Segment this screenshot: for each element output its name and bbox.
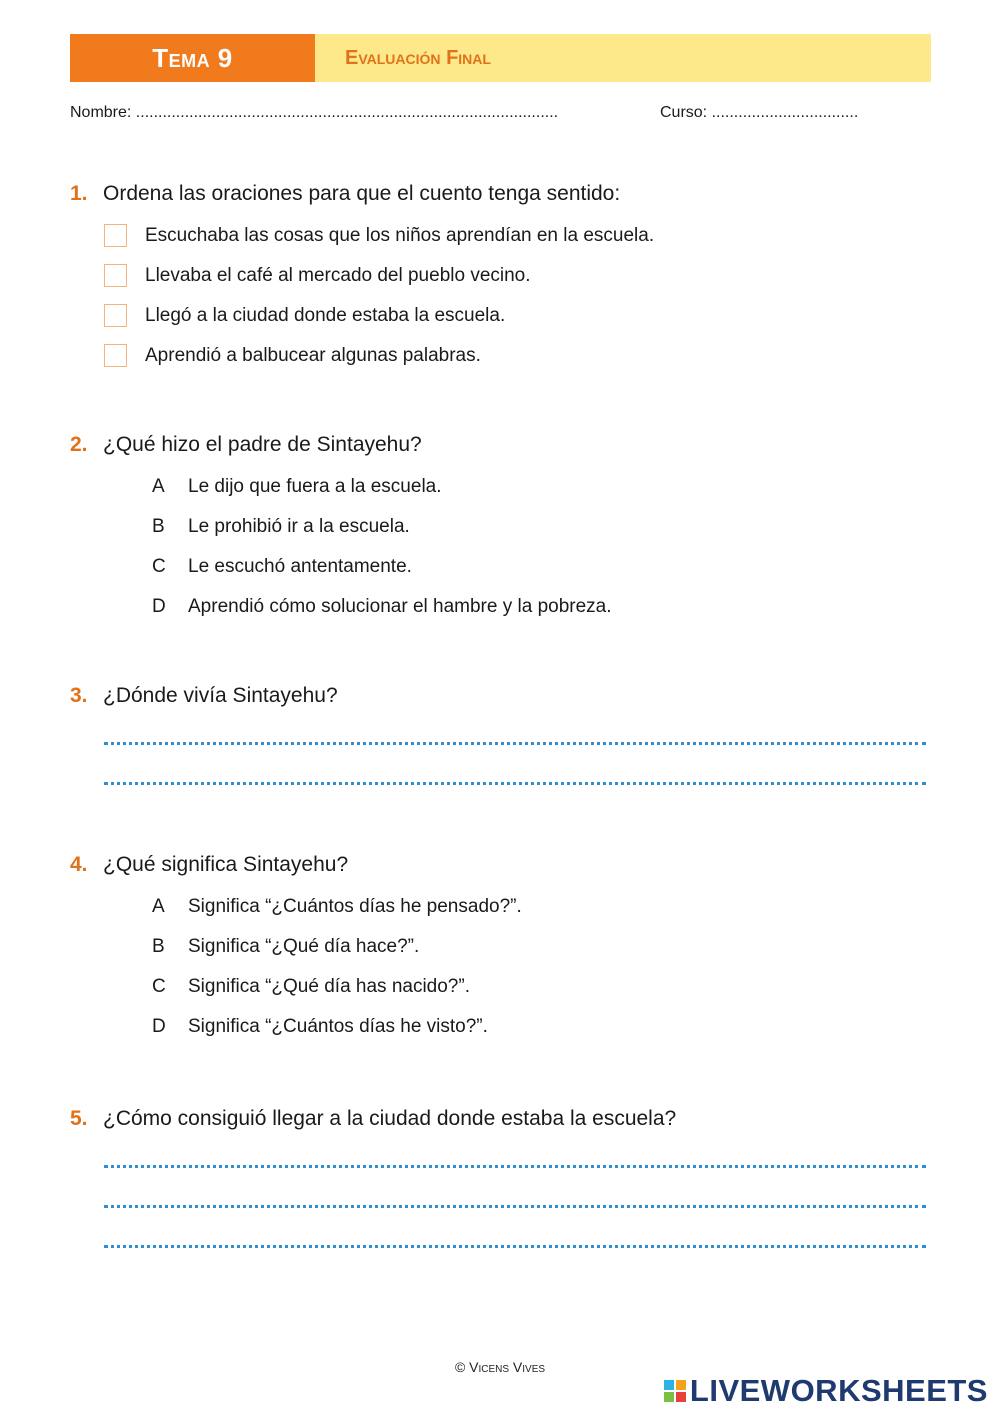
- order-checkbox[interactable]: [104, 304, 127, 327]
- question-text: Ordena las oraciones para que el cuento tenga sentido:: [103, 182, 621, 205]
- answer-line[interactable]: [104, 782, 926, 785]
- order-item-text: Llegó a la ciudad donde estaba la escuela.: [145, 304, 506, 326]
- logo-blocks-icon: [664, 1380, 686, 1402]
- tema-label: Tema 9: [70, 34, 315, 82]
- option-letter: C: [152, 556, 166, 577]
- copyright-footer: © Vicens Vives: [454, 1359, 546, 1375]
- logo-text: LIVEWORKSHEETS: [689, 1373, 988, 1408]
- question-text: ¿Qué hizo el padre de Sintayehu?: [103, 433, 422, 456]
- option-text: Significa “¿Cuántos días he pensado?”.: [188, 896, 522, 917]
- order-item: [104, 224, 654, 247]
- option-letter: D: [152, 596, 166, 617]
- order-checkbox[interactable]: [104, 264, 127, 287]
- question-number: 5.: [70, 1107, 88, 1130]
- question-text: ¿Cómo consiguió llegar a la ciudad donde estaba la escuela?: [103, 1107, 677, 1130]
- question-number: 4.: [70, 853, 88, 876]
- order-item-text: Aprendió a balbucear algunas palabras.: [145, 344, 481, 366]
- answer-line[interactable]: [104, 742, 926, 745]
- liveworksheets-logo: [664, 1373, 988, 1409]
- question-1: [70, 182, 620, 206]
- answer-option-b[interactable]: [152, 516, 410, 538]
- answer-line[interactable]: [104, 1205, 926, 1208]
- option-text: Significa “¿Qué día hace?”.: [188, 936, 420, 957]
- answer-option-c[interactable]: [152, 976, 470, 998]
- option-text: Le dijo que fuera a la escuela.: [188, 476, 442, 497]
- option-letter: D: [152, 1016, 166, 1037]
- answer-line[interactable]: [104, 1245, 926, 1248]
- question-text: ¿Qué significa Sintayehu?: [103, 853, 349, 876]
- order-checkbox[interactable]: [104, 224, 127, 247]
- option-text: Significa “¿Cuántos días he visto?”.: [188, 1016, 488, 1037]
- order-item: [104, 304, 505, 327]
- option-letter: B: [152, 936, 165, 957]
- curso-field[interactable]: Curso: .................................: [660, 104, 859, 121]
- question-4: [70, 853, 348, 877]
- question-number: 2.: [70, 433, 88, 456]
- header-banner: [70, 34, 931, 82]
- evaluacion-label: Evaluación Final: [315, 34, 931, 82]
- answer-option-a[interactable]: [152, 476, 442, 498]
- question-text: ¿Dónde vivía Sintayehu?: [103, 684, 338, 707]
- question-number: 1.: [70, 182, 88, 205]
- option-letter: B: [152, 516, 165, 537]
- option-text: Aprendió cómo solucionar el hambre y la pobreza.: [188, 596, 612, 617]
- option-letter: C: [152, 976, 166, 997]
- answer-line[interactable]: [104, 1165, 926, 1168]
- answer-option-d[interactable]: [152, 596, 612, 618]
- question-2: [70, 433, 422, 457]
- option-text: Significa “¿Qué día has nacido?”.: [188, 976, 470, 997]
- order-checkbox[interactable]: [104, 344, 127, 367]
- question-3: [70, 684, 338, 708]
- order-item-text: Llevaba el café al mercado del pueblo vecino.: [145, 264, 531, 286]
- option-letter: A: [152, 896, 165, 917]
- answer-option-b[interactable]: [152, 936, 419, 958]
- student-info: [70, 104, 859, 122]
- option-text: Le escuchó antentamente.: [188, 556, 412, 577]
- question-number: 3.: [70, 684, 88, 707]
- answer-option-a[interactable]: [152, 896, 522, 918]
- nombre-field[interactable]: Nombre: ...............................................................................................: [70, 104, 559, 121]
- order-item-text: Escuchaba las cosas que los niños aprendían en la escuela.: [145, 224, 655, 246]
- order-item: [104, 344, 481, 367]
- option-text: Le prohibió ir a la escuela.: [188, 516, 410, 537]
- answer-option-c[interactable]: [152, 556, 412, 578]
- question-5: [70, 1107, 676, 1131]
- option-letter: A: [152, 476, 165, 497]
- answer-option-d[interactable]: [152, 1016, 488, 1038]
- order-item: [104, 264, 531, 287]
